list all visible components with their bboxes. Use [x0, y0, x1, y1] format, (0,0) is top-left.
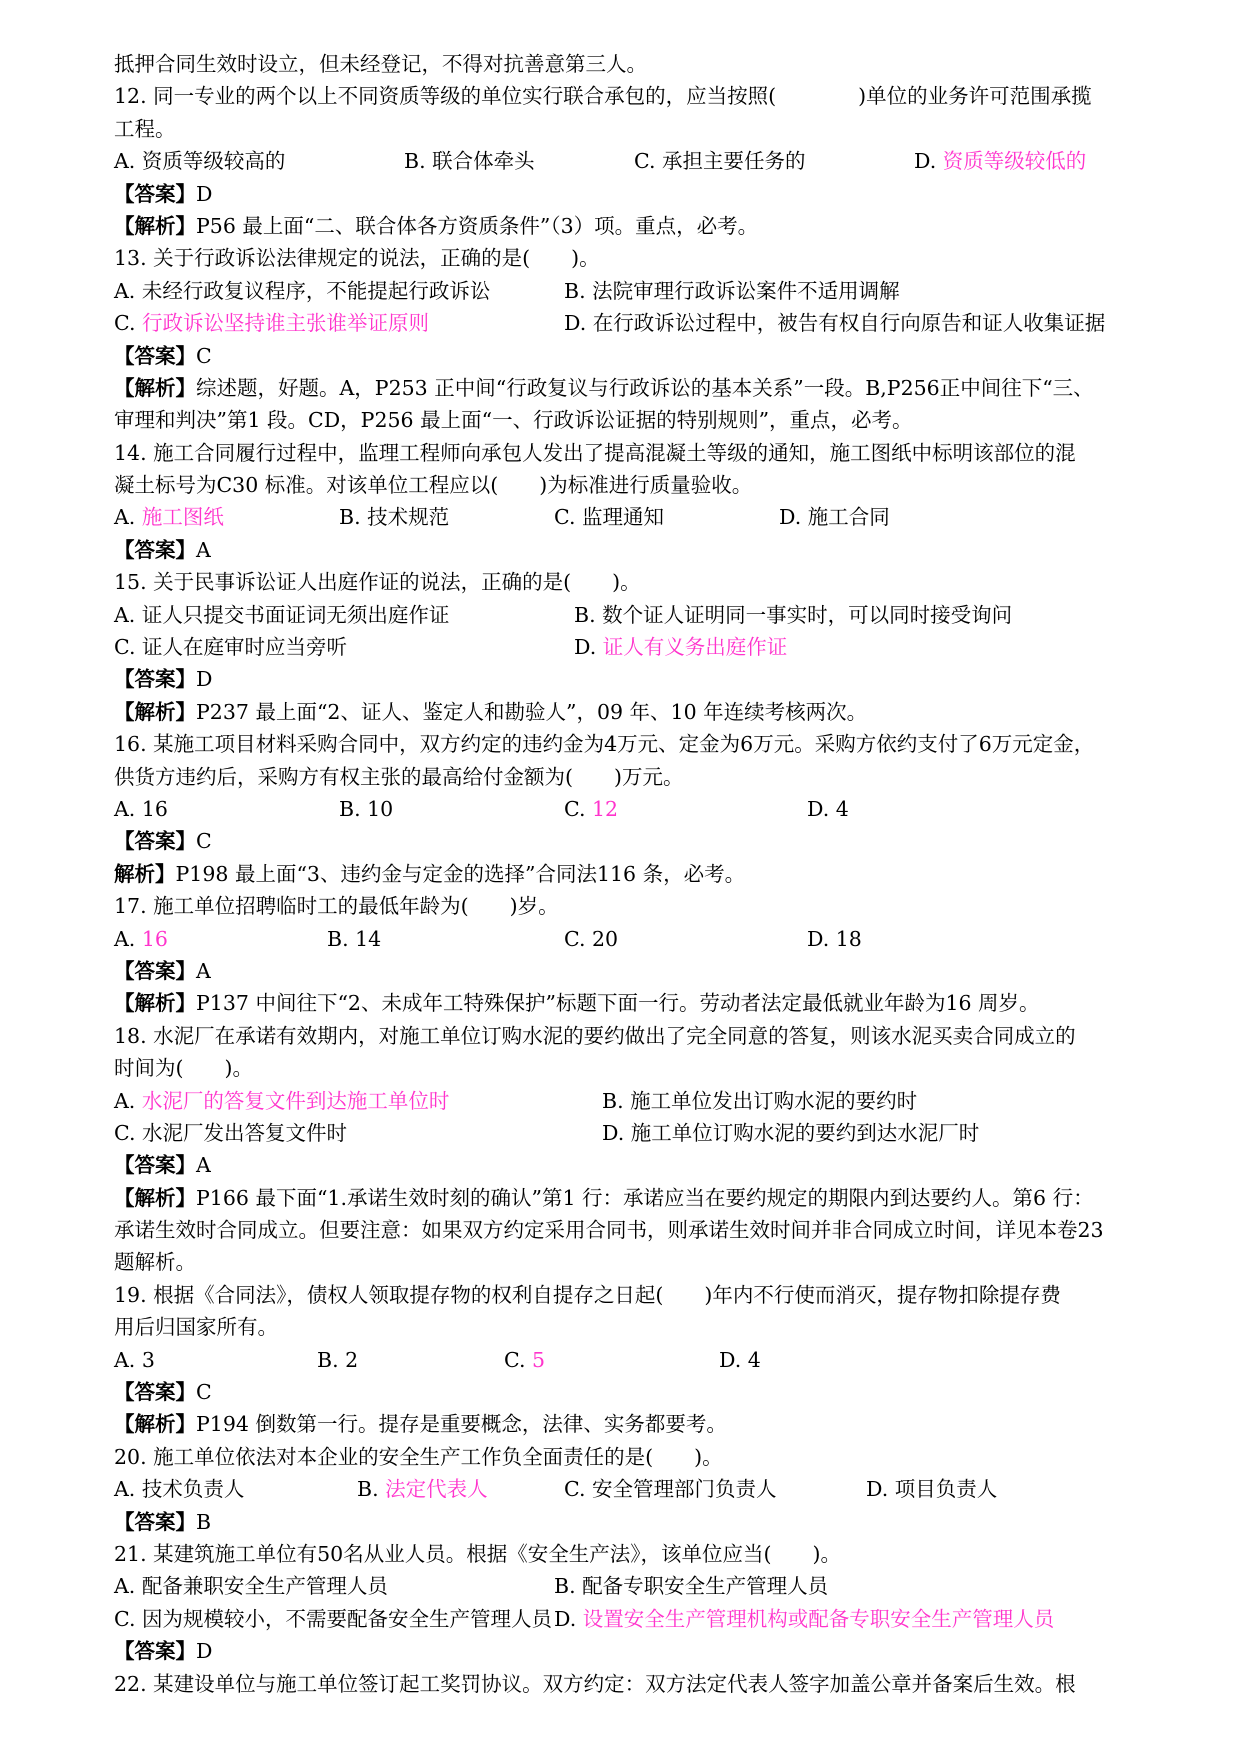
- option-text: 配备兼职安全生产管理人员: [141, 1574, 388, 1599]
- options-row: [114, 793, 1154, 825]
- option-text: 数个证人证明同一事实时，可以同时接受询问: [602, 602, 1013, 627]
- option-text: 安全管理部门负责人: [592, 1477, 777, 1502]
- label-text: P198 最上面“3、违约金与定金的选择”合同法116 条，必考。: [175, 861, 746, 886]
- option-letter: D.: [574, 635, 603, 660]
- option-letter: A.: [114, 1574, 142, 1599]
- options-row: [114, 599, 1154, 631]
- text-line: 16. 某施工项目材料采购合同中，双方约定的违约金为4万元、定金为6万元。采购方依约支付了6万元定金，: [114, 732, 1095, 757]
- label-key: 【解析】: [114, 1412, 196, 1437]
- analysis-line: [114, 696, 1154, 728]
- analysis-line: [114, 987, 1154, 1019]
- label-text: P137 中间往下“2、未成年工特殊保护”标题下面一行。劳动者法定最低就业年龄为16 周岁。: [196, 991, 1040, 1016]
- options-row: [114, 923, 1154, 955]
- label-key: 【答案】: [114, 343, 196, 368]
- answer-line: [114, 1149, 1154, 1181]
- label-key: 【解析】: [114, 375, 196, 400]
- text-line: 抵押合同生效时设立，但未经登记，不得对抗善意第三人。: [114, 52, 647, 76]
- option-item: [114, 1344, 155, 1376]
- options-row: [114, 1085, 1154, 1117]
- option-item: [602, 1117, 979, 1149]
- label-text: A: [196, 958, 211, 983]
- option-letter: C.: [554, 505, 582, 530]
- option-letter: D.: [779, 505, 808, 530]
- option-text: 法院审理行政诉讼案件不适用调解: [592, 278, 900, 303]
- option-letter: D.: [602, 1120, 631, 1145]
- options-row: [114, 145, 1154, 177]
- option-item: [114, 307, 429, 339]
- answer-line: [114, 955, 1154, 987]
- label-text: 综述题，好题。A，P253 正中间“行政复议与行政诉讼的基本关系”一段。B,P256正中间往下“三、: [196, 375, 1094, 400]
- option-item: [339, 793, 393, 825]
- option-text: 承担主要任务的: [662, 149, 806, 174]
- analysis-line: [114, 858, 1154, 890]
- option-item: [114, 1085, 449, 1117]
- label-text: A: [196, 537, 211, 562]
- option-text-correct: 5: [532, 1347, 546, 1372]
- option-item: [114, 145, 285, 177]
- label-key: 【解析】: [114, 1185, 196, 1210]
- option-item: [114, 631, 347, 663]
- text-line: 用后归国家所有。: [114, 1315, 278, 1340]
- option-text: 水泥厂发出答复文件时: [142, 1120, 347, 1145]
- option-letter: C.: [634, 149, 662, 174]
- option-text: 监理通知: [582, 505, 664, 530]
- answer-line: [114, 340, 1154, 372]
- label-text: P237 最上面“2、证人、鉴定人和勘验人”，09 年、10 年连续考核两次。: [196, 699, 868, 724]
- text-line: 13. 关于行政诉讼法律规定的说法，正确的是( )。: [114, 246, 600, 271]
- label-key: 【解析】: [114, 991, 196, 1016]
- option-text: 证人在庭审时应当旁听: [142, 635, 347, 660]
- option-text: 配备专职安全生产管理人员: [582, 1574, 829, 1599]
- option-letter: B.: [339, 796, 368, 821]
- option-text-correct: 行政诉讼坚持谁主张谁举证原则: [142, 311, 429, 336]
- option-letter: D.: [554, 1606, 583, 1631]
- label-text: D: [196, 181, 213, 206]
- option-letter: C.: [504, 1347, 532, 1372]
- label-key: 【答案】: [114, 181, 196, 206]
- option-letter: B.: [554, 1574, 583, 1599]
- text-line: 题解析。: [114, 1250, 196, 1275]
- option-text-correct: 设置安全生产管理机构或配备专职安全生产管理人员: [582, 1606, 1055, 1631]
- label-key: 【答案】: [114, 537, 196, 562]
- option-text: 证人只提交书面证词无须出庭作证: [141, 602, 450, 627]
- option-letter: A.: [114, 602, 142, 627]
- label-text: P166 最下面“1.承诺生效时刻的确认”第1 行：承诺应当在要约规定的期限内到达要约人。第6 行：: [196, 1185, 1094, 1210]
- text-line: 14. 施工合同履行过程中，监理工程师向承包人发出了提高混凝土等级的通知，施工图纸中标明该部位的混: [114, 440, 1076, 465]
- option-text-correct: 施工图纸: [141, 505, 224, 530]
- option-item: [554, 1603, 1054, 1635]
- option-letter: A.: [114, 796, 142, 821]
- text-line: 17. 施工单位招聘临时工的最低年龄为( )岁。: [114, 894, 559, 919]
- option-text: 3: [141, 1347, 155, 1372]
- text-line: 12. 同一专业的两个以上不同资质等级的单位实行联合承包的，应当按照( )单位的业务许可范围承揽: [114, 84, 1092, 109]
- options-row: [114, 1473, 1154, 1505]
- text-line: 凝土标号为C30 标准。对该单位工程应以( )为标准进行质量验收。: [114, 473, 753, 498]
- option-letter: D.: [807, 796, 836, 821]
- answer-line: [114, 534, 1154, 566]
- option-letter: A.: [114, 1347, 142, 1372]
- text-line: 15. 关于民事诉讼证人出庭作证的说法，正确的是( )。: [114, 570, 641, 595]
- option-text: 4: [835, 796, 849, 821]
- option-text: 资质等级较高的: [141, 149, 286, 174]
- label-text: C: [196, 343, 212, 368]
- label-text: B: [196, 1509, 212, 1534]
- option-letter: C.: [114, 311, 142, 336]
- option-item: [564, 275, 900, 307]
- option-item: [114, 793, 168, 825]
- text-line: 22. 某建设单位与施工单位签订起工奖罚协议。双方约定：双方法定代表人签字加盖公章并备案后生效。根: [114, 1671, 1076, 1696]
- label-key: 【答案】: [114, 1639, 196, 1664]
- label-key: 【解析】: [114, 213, 196, 238]
- option-item: [114, 599, 449, 631]
- option-item: [719, 1344, 761, 1376]
- option-letter: A.: [114, 278, 142, 303]
- label-text: P56 最上面“二、联合体各方资质条件”（3）项。重点，必考。: [196, 213, 759, 238]
- analysis-line: [114, 210, 1154, 242]
- option-item: [564, 923, 618, 955]
- option-item: [574, 631, 787, 663]
- option-item: [327, 923, 381, 955]
- label-key: 【答案】: [114, 667, 196, 692]
- analysis-line: [114, 1408, 1154, 1440]
- option-item: [564, 793, 618, 825]
- answer-line: [114, 1376, 1154, 1408]
- option-text-correct: 12: [592, 796, 619, 821]
- option-letter: B.: [317, 1347, 346, 1372]
- option-letter: C.: [114, 1120, 142, 1145]
- text-line: 审理和判决”第1 段。CD，P256 最上面“一、行政诉讼证据的特别规则”，重点，必考。: [114, 408, 913, 433]
- option-item: [114, 1570, 388, 1602]
- option-letter: A.: [114, 149, 142, 174]
- label-text: A: [196, 1153, 211, 1178]
- option-item: [114, 1473, 244, 1505]
- text-line: 19. 根据《合同法》，债权人领取提存物的权利自提存之日起( )年内不行使而消灭，提存物扣除提存费: [114, 1282, 1061, 1307]
- label-key: 【答案】: [114, 1380, 196, 1405]
- option-text: 16: [141, 796, 168, 821]
- options-row: [114, 1570, 1154, 1602]
- option-item: [404, 145, 535, 177]
- label-key: 【解析】: [114, 699, 196, 724]
- option-letter: A.: [114, 1477, 142, 1502]
- option-letter: D.: [914, 149, 943, 174]
- analysis-line: [114, 372, 1154, 404]
- option-item: [866, 1473, 997, 1505]
- option-item: [574, 599, 1012, 631]
- text-line: 供货方违约后，采购方有权主张的最高给付金额为( )万元。: [114, 764, 684, 789]
- answer-line: [114, 825, 1154, 857]
- answer-line: [114, 1506, 1154, 1538]
- answer-line: [114, 178, 1154, 210]
- option-text: 18: [835, 926, 862, 951]
- options-row: [114, 1603, 1154, 1635]
- option-text: 在行政诉讼过程中，被告有权自行向原告和证人收集证据: [592, 311, 1106, 336]
- option-text-correct: 证人有义务出庭作证: [602, 635, 788, 660]
- exam-document: [114, 48, 1154, 1700]
- options-row: [114, 501, 1154, 533]
- option-letter: D.: [866, 1477, 895, 1502]
- option-item: [634, 145, 806, 177]
- option-item: [602, 1085, 917, 1117]
- options-row: [114, 1117, 1154, 1149]
- option-text: 2: [345, 1347, 359, 1372]
- option-item: [114, 275, 490, 307]
- option-text: 因为规模较小，不需要配备安全生产管理人员: [142, 1606, 552, 1631]
- option-text: 施工合同: [807, 505, 890, 530]
- analysis-line: [114, 1182, 1154, 1214]
- label-key: 【答案】: [114, 1509, 196, 1534]
- label-text: C: [196, 1380, 212, 1405]
- option-text: 技术负责人: [141, 1477, 245, 1502]
- options-row: [114, 1344, 1154, 1376]
- text-line: 工程。: [114, 116, 176, 141]
- option-letter: D.: [564, 311, 593, 336]
- option-text-correct: 16: [141, 926, 168, 951]
- option-text: 施工单位订购水泥的要约到达水泥厂时: [630, 1120, 980, 1145]
- option-text: 技术规范: [367, 505, 450, 530]
- label-key: 【答案】: [114, 1153, 196, 1178]
- option-text: 项目负责人: [894, 1477, 998, 1502]
- options-row: [114, 631, 1154, 663]
- text-line: 20. 施工单位依法对本企业的安全生产工作负全面责任的是( )。: [114, 1444, 723, 1469]
- option-letter: C.: [114, 635, 142, 660]
- option-text-correct: 资质等级较低的: [942, 149, 1087, 174]
- text-line: 承诺生效时合同成立。但要注意：如果双方约定采用合同书，则承诺生效时间并非合同成立时间，详见本卷23: [114, 1218, 1104, 1243]
- option-letter: A.: [114, 1088, 142, 1113]
- option-text: 联合体牵头: [432, 149, 535, 174]
- option-item: [807, 923, 862, 955]
- label-key: 【答案】: [114, 958, 196, 983]
- label-key: 【答案】: [114, 829, 196, 854]
- option-letter: D.: [807, 926, 836, 951]
- option-item: [564, 1473, 777, 1505]
- answer-line: [114, 1635, 1154, 1667]
- option-item: [504, 1344, 545, 1376]
- option-item: [914, 145, 1086, 177]
- option-text-correct: 法定代表人: [385, 1477, 488, 1502]
- option-text: 未经行政复议程序，不能提起行政诉讼: [141, 278, 491, 303]
- option-item: [114, 923, 168, 955]
- option-letter: B.: [404, 149, 433, 174]
- option-item: [807, 793, 849, 825]
- option-item: [317, 1344, 358, 1376]
- option-item: [357, 1473, 488, 1505]
- option-item: [114, 1117, 347, 1149]
- option-item: [564, 307, 1105, 339]
- label-text: D: [196, 667, 213, 692]
- option-letter: C.: [114, 1606, 142, 1631]
- option-letter: B.: [339, 505, 368, 530]
- option-letter: B.: [357, 1477, 386, 1502]
- option-item: [114, 1603, 552, 1635]
- text-line: 21. 某建筑施工单位有50名从业人员。根据《安全生产法》，该单位应当( )。: [114, 1541, 841, 1566]
- option-letter: B.: [574, 602, 603, 627]
- label-text: P194 倒数第一行。提存是重要概念，法律、实务都要考。: [196, 1412, 727, 1437]
- label-key: 解析】: [114, 861, 176, 886]
- option-item: [554, 501, 664, 533]
- option-letter: C.: [564, 796, 592, 821]
- text-line: 18. 水泥厂在承诺有效期内，对施工单位订购水泥的要约做出了完全同意的答复，则该水泥买卖合同成立的: [114, 1023, 1076, 1048]
- option-letter: A.: [114, 926, 142, 951]
- answer-line: [114, 663, 1154, 695]
- option-letter: A.: [114, 505, 142, 530]
- options-row: [114, 307, 1154, 339]
- option-text-correct: 水泥厂的答复文件到达施工单位时: [141, 1088, 450, 1113]
- label-text: D: [196, 1639, 213, 1664]
- option-text: 10: [367, 796, 394, 821]
- label-text: C: [196, 829, 212, 854]
- text-line: 时间为( )。: [114, 1056, 253, 1081]
- option-letter: B.: [327, 926, 356, 951]
- option-text: 施工单位发出订购水泥的要约时: [630, 1088, 918, 1113]
- option-item: [339, 501, 449, 533]
- option-text: 20: [592, 926, 619, 951]
- option-item: [779, 501, 890, 533]
- option-item: [114, 501, 224, 533]
- option-letter: B.: [564, 278, 593, 303]
- option-letter: B.: [602, 1088, 631, 1113]
- option-text: 14: [355, 926, 382, 951]
- option-item: [554, 1570, 828, 1602]
- option-letter: C.: [564, 1477, 592, 1502]
- option-letter: C.: [564, 926, 592, 951]
- option-letter: D.: [719, 1347, 748, 1372]
- option-text: 4: [747, 1347, 761, 1372]
- options-row: [114, 275, 1154, 307]
